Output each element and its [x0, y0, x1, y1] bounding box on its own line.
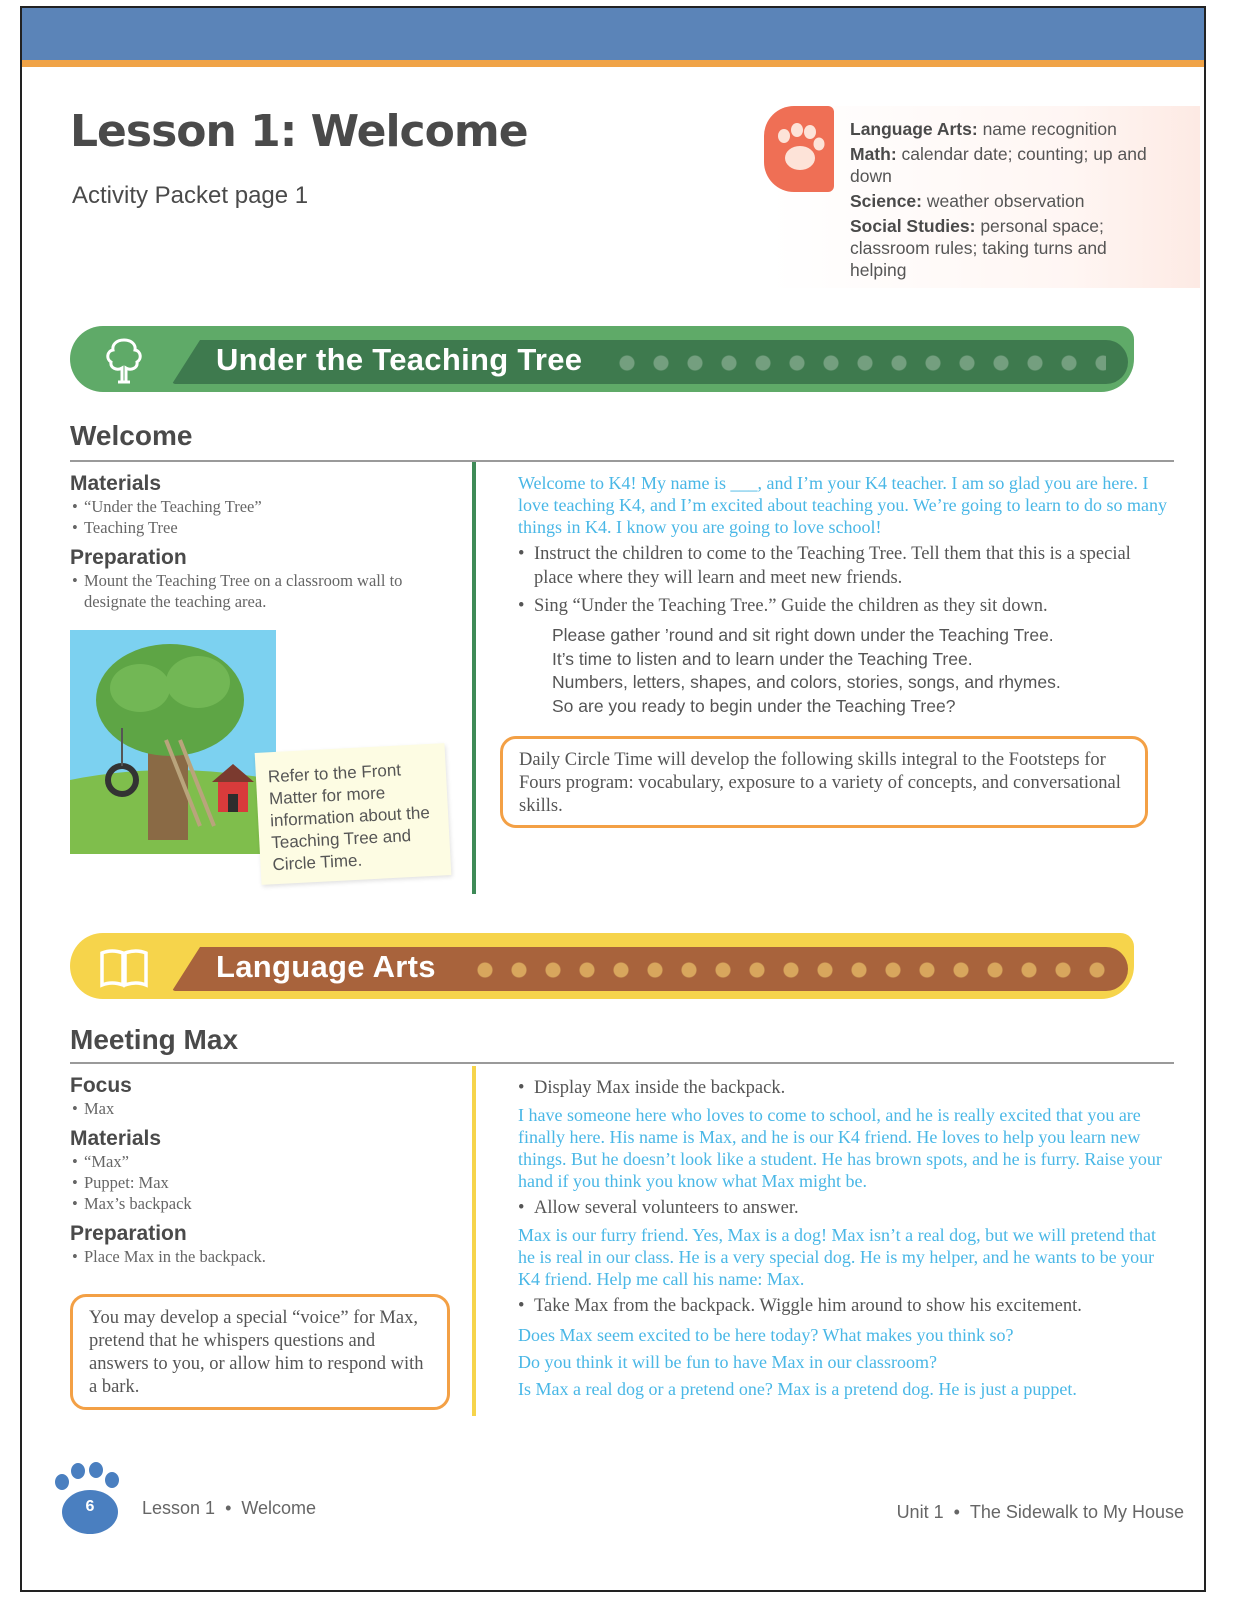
- instruction-bullet: • Allow several volunteers to answer.: [514, 1196, 1174, 1220]
- meeting-max-divider: [472, 1066, 476, 1416]
- focus-heading: Focus: [70, 1074, 132, 1097]
- objectives-paw-tile: [764, 106, 834, 192]
- welcome-rule: [70, 460, 1174, 462]
- teaching-tree-illustration: [70, 630, 276, 854]
- welcome-heading: Welcome: [70, 420, 193, 451]
- script-line: Do you think it will be fun to have Max in our classroom?: [518, 1352, 937, 1372]
- footer-separator: •: [225, 1498, 232, 1518]
- max-voice-callout: You may develop a special “voice” for Max, pretend that he whispers questions and answers to you, or allow him to respond with a bark.: [70, 1294, 450, 1410]
- meeting-max-heading: Meeting Max: [70, 1024, 239, 1055]
- teaching-tree-banner: [70, 326, 1134, 392]
- top-bar: [22, 8, 1204, 60]
- footer-lesson-title: Welcome: [241, 1498, 317, 1518]
- objective-item: Science: weather observation: [850, 191, 1085, 211]
- list-item: • Mount the Teaching Tree on a classroom wall to designate the teaching area.: [70, 570, 440, 612]
- welcome-sidebar: [70, 470, 440, 620]
- list-item: • Place Max in the backpack.: [70, 1246, 440, 1267]
- preparation-heading: Preparation: [70, 546, 187, 569]
- objective-item: Social Studies: personal space; classroom rules; taking turns and helping: [850, 216, 1107, 280]
- instruction-bullet: • Instruct the children to come to the Teaching Tree. Tell them that this is a special place where they will learn and meet new friends.: [514, 542, 1174, 590]
- meeting-max-main: [514, 1072, 1174, 1403]
- meeting-max-sidebar: [70, 1072, 440, 1275]
- list-item: • “Max”: [70, 1151, 440, 1172]
- teaching-tree-banner-title: Under the Teaching Tree: [216, 342, 583, 377]
- materials-heading: Materials: [70, 472, 162, 495]
- instruction-bullet: • Take Max from the backpack. Wiggle him around to show his excitement.: [514, 1294, 1174, 1318]
- song-line: Please gather ’round and sit right down under the Teaching Tree.: [552, 625, 1054, 645]
- preparation-list: [70, 1246, 440, 1267]
- instruction-bullet: • Display Max inside the backpack.: [514, 1076, 1174, 1100]
- teacher-script: I have someone here who loves to come to school, and he is really excited that you are finally here. His name is Max, and he is our K4 friend. He loves to help you learn new things. But he doesn’t look like a student. He has brown spots, and he is furry. Raise your hand if you think you know what Max might be.: [518, 1105, 1162, 1191]
- objective-item: Language Arts: name recognition: [850, 119, 1117, 139]
- teacher-script: [514, 1322, 1174, 1403]
- materials-heading: Materials: [70, 1127, 162, 1150]
- teacher-script: Welcome to K4! My name is ___, and I’m your K4 teacher. I am so glad you are here. I love teaching K4, and I’m excited about teaching you. We’re going to learn to do so many things in K4. I know you are going to love school!: [518, 473, 1168, 537]
- song-line: So are you ready to begin under the Teaching Tree?: [552, 695, 956, 716]
- book-icon: [96, 939, 152, 995]
- footer-left: [142, 1498, 316, 1519]
- instruction-bullet: • Sing “Under the Teaching Tree.” Guide the children as they sit down.: [514, 594, 1174, 618]
- welcome-divider: [472, 462, 476, 894]
- paw-icon: [764, 106, 834, 192]
- song-lyrics: [514, 624, 1174, 718]
- focus-list: [70, 1098, 440, 1119]
- welcome-main: [514, 472, 1174, 718]
- meeting-max-rule: [70, 1062, 1174, 1064]
- footer-lesson: Lesson 1: [142, 1498, 216, 1518]
- list-item: • Teaching Tree: [70, 517, 440, 538]
- materials-list: [70, 1151, 440, 1214]
- banner-pattern: [610, 346, 1106, 380]
- language-arts-banner: [70, 933, 1134, 999]
- list-item: • Puppet: Max: [70, 1172, 440, 1193]
- song-line: Numbers, letters, shapes, and colors, stories, songs, and rhymes.: [552, 672, 1061, 692]
- song-line: It’s time to listen and to learn under the Teaching Tree.: [552, 648, 973, 669]
- list-item: • Max’s backpack: [70, 1193, 440, 1214]
- tree-icon: [96, 332, 152, 388]
- objective-item: Math: calendar date; counting; up and down: [850, 144, 1147, 186]
- script-line: Is Max a real dog or a pretend one? Max is a pretend dog. He is just a puppet.: [518, 1379, 1077, 1399]
- top-stripe: [22, 60, 1204, 67]
- page-number: 6: [85, 1498, 95, 1515]
- page: [20, 6, 1206, 1592]
- circle-time-callout: Daily Circle Time will develop the following skills integral to the Footsteps for Fours program: vocabulary, exposure to a variety of concepts, and conversational skills.: [500, 736, 1148, 828]
- teaching-tree-note: Refer to the Front Matter for more information about the Teaching Tree and Circle Time.: [255, 743, 452, 885]
- script-line: Does Max seem excited to be here today? What makes you think so?: [518, 1325, 1014, 1345]
- lesson-title: Lesson 1: Welcome: [70, 106, 528, 157]
- footer-right: [897, 1502, 1184, 1523]
- footer-unit: Unit 1: [896, 1502, 944, 1522]
- preparation-list: [70, 570, 440, 612]
- materials-list: [70, 496, 440, 538]
- footer-separator: •: [953, 1502, 960, 1522]
- banner-pattern: [468, 953, 1106, 987]
- teacher-script: Max is our furry friend. Yes, Max is a dog! Max isn’t a real dog, but we will pretend that he is real in our class. He is a very special dog. He is my helper, and he wants to be your K4 friend. Help me call his name: Max.: [518, 1225, 1157, 1289]
- list-item: • Max: [70, 1098, 440, 1119]
- preparation-heading: Preparation: [70, 1222, 187, 1245]
- lesson-subtitle: Activity Packet page 1: [72, 182, 309, 209]
- objectives-list: [850, 118, 1150, 284]
- list-item: • “Under the Teaching Tree”: [70, 496, 440, 517]
- language-arts-banner-title: Language Arts: [216, 949, 436, 984]
- footer-unit-title: The Sidewalk to My House: [969, 1502, 1184, 1522]
